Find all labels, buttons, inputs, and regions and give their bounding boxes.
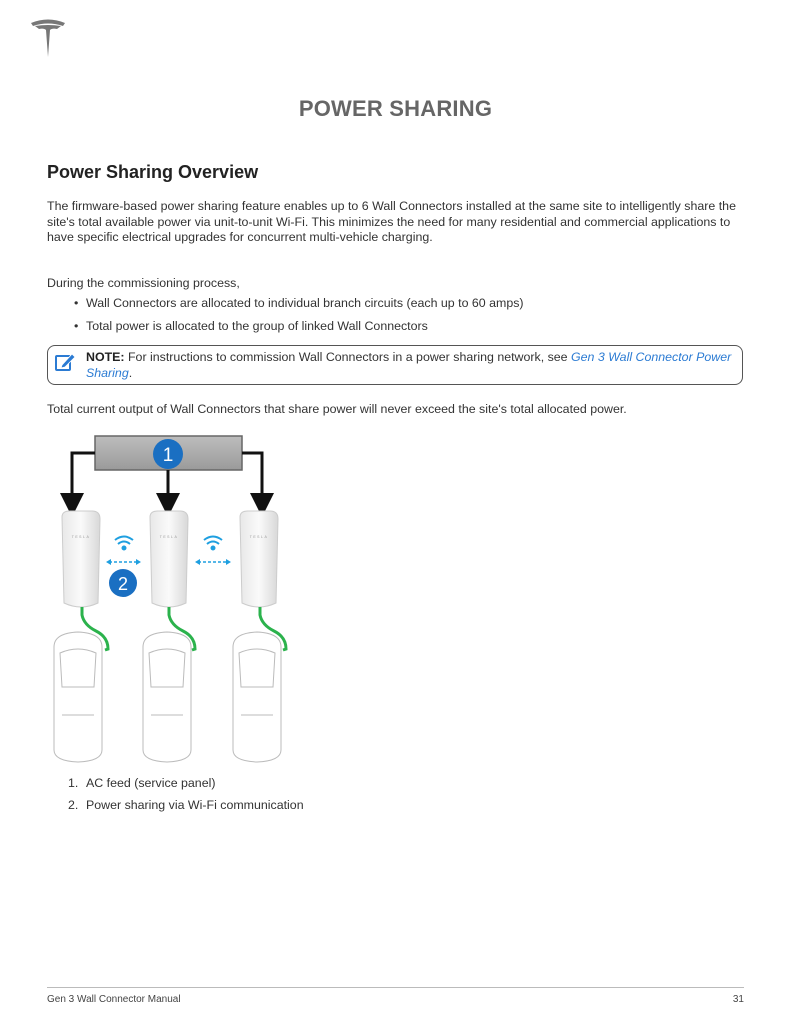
callout-1 (153, 439, 183, 469)
power-sharing-diagram (40, 425, 310, 770)
footer-page-number: 31 (732, 994, 744, 1005)
footer-divider (47, 987, 744, 988)
tesla-logo (28, 16, 68, 58)
list-item: • Wall Connectors are allocated to individual branch circuits (each up to 60 amps) (74, 296, 524, 311)
footer-manual-name: Gen 3 Wall Connector Manual (47, 994, 181, 1005)
note-label: NOTE: (86, 350, 125, 364)
figure-legend (68, 776, 304, 820)
svg-text:TESLA: TESLA (159, 535, 179, 539)
legend-item: 1. AC feed (service panel) (68, 776, 216, 790)
wifi-icon (204, 537, 222, 550)
note-body: For instructions to commission Wall Connectors in a power sharing network, see (124, 350, 572, 364)
page-title: POWER SHARING (298, 96, 493, 121)
wall-connector (240, 511, 278, 607)
svg-text:TESLA: TESLA (71, 535, 91, 539)
vehicle (143, 632, 191, 762)
wifi-link-arrow (195, 559, 231, 565)
svg-text:TESLA: TESLA (249, 535, 269, 539)
note-pencil-icon (54, 351, 76, 373)
legend-item: 2. Power sharing via Wi-Fi communication (68, 798, 304, 812)
list-item: • Total power is allocated to the group of linked Wall Connectors (74, 319, 524, 334)
intro-paragraph: The firmware-based power sharing feature enables up to 6 Wall Connectors installed at the same site to intelligently share the site's total available power via unit-to-unit Wi-Fi. This minimizes the need for many residential and commercial applications to have specific electrical upgrades for concurrent multi-vehicle charging. (47, 199, 736, 244)
total-output-paragraph: Total current output of Wall Connectors that share power will never exceed the site's total allocated power. (47, 402, 627, 416)
svg-text:1: 1 (162, 445, 174, 466)
note-link[interactable]: Gen 3 Wall Connector Power Sharing (86, 350, 732, 380)
section-heading: Power Sharing Overview (47, 162, 259, 182)
commissioning-intro: During the commissioning process, (47, 276, 240, 290)
commissioning-list (74, 296, 524, 342)
note-text (86, 350, 736, 381)
wall-connector (62, 511, 100, 607)
wall-connector (150, 511, 188, 607)
callout-2 (109, 569, 137, 597)
wifi-icon (115, 537, 133, 550)
vehicle (54, 632, 102, 762)
wifi-link-arrow (106, 559, 141, 565)
note-box (47, 345, 743, 385)
note-period: . (128, 365, 133, 380)
svg-text:2: 2 (117, 574, 129, 594)
vehicle (233, 632, 281, 762)
